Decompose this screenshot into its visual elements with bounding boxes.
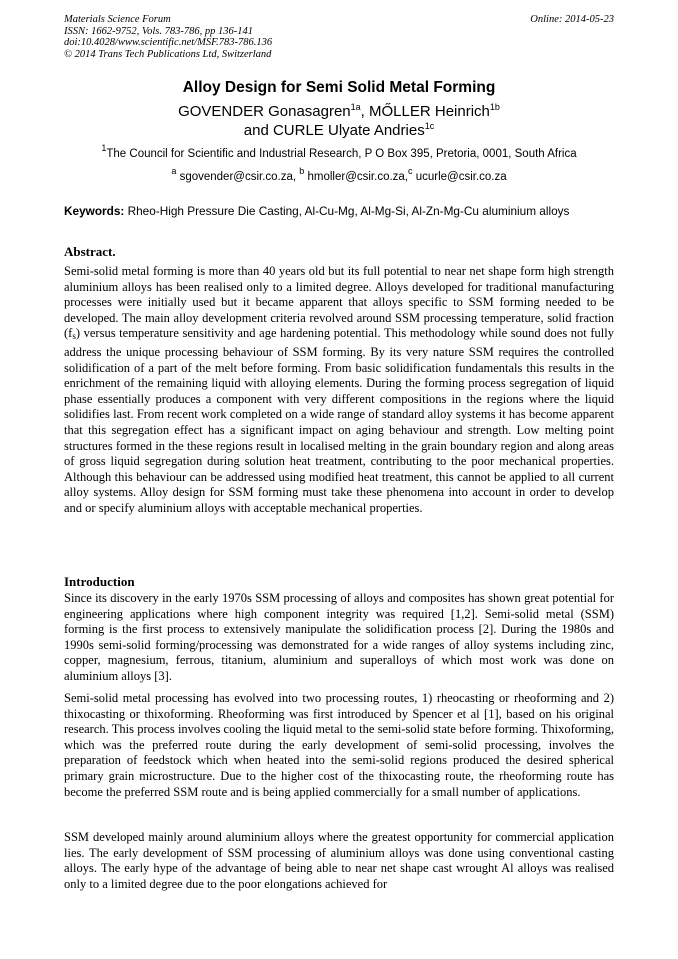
author-list — [0, 102, 678, 140]
affiliation-mark: 1 — [101, 143, 107, 153]
intro-paragraph-3: SSM developed mainly around aluminium alloys where the greatest opportunity for commercial application lies. The early development of SSM processing of aluminium alloys was done using conventional casting alloys. The early hype of the advantage of being able to near net shape cast wrought Al alloys was realised only to a limited degree due to the poor elongations achieved for — [64, 830, 614, 891]
email-address: hmoller@csir.co.za, — [304, 171, 408, 183]
journal-name: Materials Science Forum — [64, 14, 171, 25]
keywords — [64, 204, 624, 218]
author-affil-mark: 1b — [489, 102, 500, 112]
author-name: MŐLLER Heinrich — [369, 103, 490, 120]
author-affil-mark: 1a — [350, 102, 361, 112]
affiliation-text: The Council for Scientific and Industrial Research, P O Box 395, Pretoria, 0001, South Africa — [106, 148, 577, 160]
author-name: CURLE Ulyate Andries — [272, 122, 425, 139]
journal-header — [64, 14, 272, 60]
email-mark: c — [408, 166, 413, 176]
author-name: GOVENDER Gonasagren — [178, 103, 351, 120]
email-address: ucurle@csir.co.za — [412, 171, 507, 183]
abstract-subscript: s — [72, 331, 76, 342]
issn-line: ISSN: 1662-9752, Vols. 783-786, pp 136-141 — [64, 25, 253, 37]
email-address: sgovender@csir.co.za, — [176, 171, 300, 183]
paper-title: Alloy Design for Semi Solid Metal Forming — [182, 79, 496, 96]
online-date: Online: 2014-05-23 — [530, 14, 614, 25]
author-separator: , — [360, 103, 370, 120]
author-affil-mark: 1c — [424, 121, 435, 131]
email-mark: a — [171, 166, 177, 176]
author-conjunction: and — [243, 122, 273, 139]
doi-line: doi:10.4028/www.scientific.net/MSF.783-786.136 — [64, 37, 273, 48]
intro-paragraph-2: Semi-solid metal processing has evolved into two processing routes, 1) rheocasting or rheoforming and 2) thixocasting or thixoforming. Rheoforming was first introduced by Spencer et al [1], based on his original research. This process involves cooling the liquid metal to the semi-solid state before forming. Thixoforming, which was the preferred route during the early development of semi-solid processing, involves the preparation of feedstock which when heated into the semi-solid regions produced the desired spherical primary grain microstructure. Due to the higher cost of the thixocasting route, the rheoforming route has become the preferred SSM route and is being applied commercially for a small number of applications. — [64, 691, 614, 799]
intro-paragraph-1: Since its discovery in the early 1970s SSM processing of alloys and composites has shown great potential for engineering applications where high component integrity was required [1,2]. Semi-solid metal (SSM) forming is the first process to extensively manipulate the solidification process [2]. During the 1980s and 1990s semi-solid forming/processing was demonstrated for a wide ranges of alloy systems including zinc, copper, magnesium, ferrous, titanium, aluminium and superalloys of which most work was done on aluminium alloys [3]. — [64, 591, 614, 683]
keywords-label: Keywords: — [64, 204, 125, 218]
abstract-text: Semi-solid metal forming is more than 40 years old but its full potential to near net shape form high strength aluminium alloys has been realised only to a limited degree. Alloys developed for traditional manufacturing processes were initially used but it became apparent that alloys specific to SSM forming needed to be developed. The main alloy development criteria revolved around SSM processing temperature, solid fraction (f — [64, 264, 614, 341]
introduction-heading: Introduction — [64, 574, 135, 589]
email-list — [0, 166, 678, 183]
abstract-heading: Abstract. — [64, 244, 116, 259]
keywords-text: Rheo-High Pressure Die Casting, Al-Cu-Mg, Al-Mg-Si, Al-Zn-Mg-Cu aluminium alloys — [124, 204, 570, 218]
copyright-line: © 2014 Trans Tech Publications Ltd, Switzerland — [64, 48, 272, 60]
abstract-paragraph — [64, 264, 614, 517]
email-mark: b — [299, 166, 305, 176]
affiliation — [0, 143, 678, 160]
abstract-text: ) versus temperature sensitivity and age hardening potential. This methodology while sound does not fully address the unique processing behaviour of SSM forming. By its very nature SSM requires the controlled solidification of a part of the melt before forming. From basic solidification fundamentals this results in the enrichment of the remaining liquid with alloying elements. During the forming process segregation of liquid phase essentially produces a component with very different compositions in the regions where the liquid solidifies last. From recent work completed on a wide range of standard alloy systems it has become apparent that this segregation effect has a significant impact on aging behaviour and strength. Low melting point structures formed in the these regions result in localised melting in the grain boundary region and along areas of gross liquid segregation during solution heat treatment, contributing to the poor mechanical properties. Although this behaviour can be addressed using modified heat treatment, this cannot be applied to all current alloy systems. Alloy design for SSM forming must take these phenomena into account in order to develop and or specify aluminium alloys with acceptable mechanical properties. — [64, 326, 614, 515]
